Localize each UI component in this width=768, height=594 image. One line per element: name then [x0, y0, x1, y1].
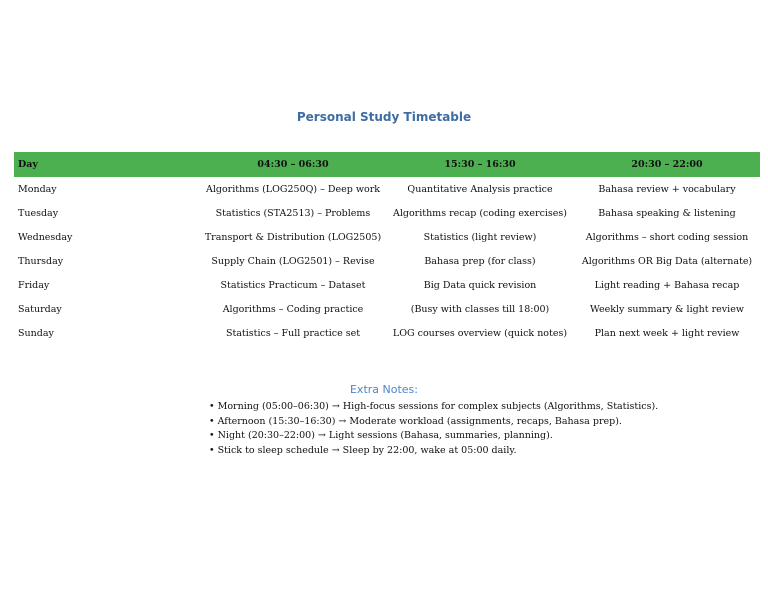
timetable — [14, 152, 760, 345]
night-cell: Light reading + Bahasa recap — [594, 279, 740, 291]
morning-cell: Transport & Distribution (LOG2505) — [204, 231, 382, 243]
note-text: Night (20:30–22:00) → Light sessions (Bahasa, summaries, planning). — [217, 430, 553, 441]
table-row — [14, 273, 760, 297]
notes-title: Extra Notes: — [349, 383, 418, 396]
header-night-slot: 20:30 – 22:00 — [631, 159, 703, 170]
day-cell: Saturday — [18, 303, 62, 315]
afternoon-cell: Quantitative Analysis practice — [407, 183, 553, 195]
header-afternoon-slot: 15:30 – 16:30 — [444, 159, 516, 170]
morning-cell: Statistics – Full practice set — [225, 327, 361, 339]
table-row — [14, 249, 760, 273]
notes-list — [209, 400, 658, 458]
afternoon-cell: Bahasa prep (for class) — [424, 255, 536, 267]
morning-cell: Algorithms – Coding practice — [222, 303, 364, 315]
afternoon-cell: LOG courses overview (quick notes) — [392, 327, 568, 339]
table-row — [14, 321, 760, 345]
night-cell: Bahasa speaking & listening — [598, 207, 736, 219]
list-item — [209, 429, 658, 444]
bullet-icon: • — [209, 430, 215, 441]
table-row — [14, 177, 760, 201]
table-row — [14, 225, 760, 249]
afternoon-cell: Statistics (light review) — [423, 231, 537, 243]
day-cell: Monday — [18, 183, 57, 195]
page-title: Personal Study Timetable — [296, 110, 472, 124]
night-cell: Weekly summary & light review — [590, 303, 744, 315]
list-item — [209, 444, 658, 459]
day-cell: Friday — [18, 279, 50, 291]
table-row — [14, 201, 760, 225]
night-cell: Bahasa review + vocabulary — [598, 183, 736, 195]
morning-cell: Statistics Practicum – Dataset — [220, 279, 366, 291]
day-cell: Sunday — [18, 327, 54, 339]
day-cell: Thursday — [18, 255, 64, 267]
bullet-icon: • — [209, 415, 215, 427]
night-cell: Plan next week + light review — [594, 327, 740, 339]
afternoon-cell: (Busy with classes till 18:00) — [410, 303, 550, 315]
note-text: Afternoon (15:30–16:30) → Moderate workload (assignments, recaps, Bahasa prep). — [217, 415, 622, 427]
bullet-icon: • — [209, 401, 215, 412]
afternoon-cell: Big Data quick revision — [423, 279, 537, 291]
note-text: Morning (05:00–06:30) → High-focus sessions for complex subjects (Algorithms, Statistics). — [217, 401, 659, 412]
night-cell: Algorithms – short coding session — [585, 231, 749, 243]
afternoon-cell: Algorithms recap (coding exercises) — [392, 207, 568, 219]
header-day: Day — [18, 159, 38, 170]
day-cell: Wednesday — [18, 231, 73, 243]
table-row — [14, 297, 760, 321]
morning-cell: Algorithms (LOG250Q) – Deep work — [205, 183, 381, 195]
list-item — [209, 415, 658, 430]
night-cell: Algorithms OR Big Data (alternate) — [581, 255, 753, 267]
list-item — [209, 400, 658, 415]
note-text: Stick to sleep schedule → Sleep by 22:00, wake at 05:00 daily. — [217, 444, 517, 456]
table-header-row — [14, 152, 760, 177]
day-cell: Tuesday — [18, 207, 59, 219]
morning-cell: Supply Chain (LOG2501) – Revise — [211, 255, 375, 267]
header-morning-slot: 04:30 – 06:30 — [257, 159, 329, 170]
morning-cell: Statistics (STA2513) – Problems — [215, 207, 371, 219]
bullet-icon: • — [209, 444, 215, 456]
